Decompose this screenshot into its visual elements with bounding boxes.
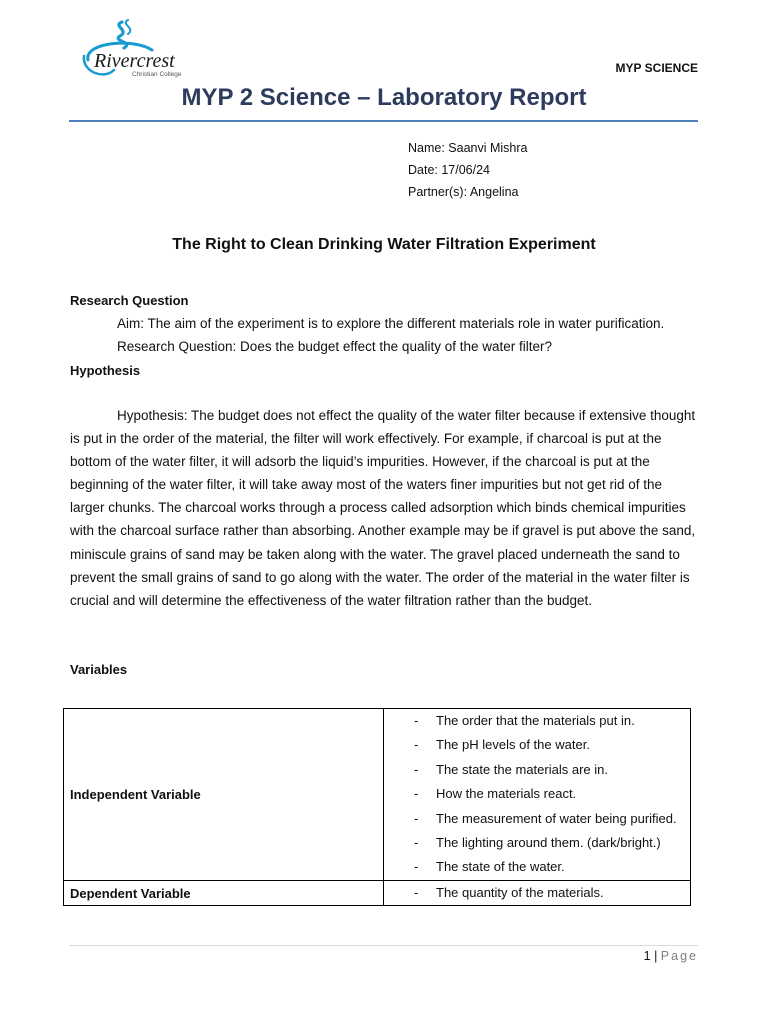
student-name: Name: Saanvi Mishra xyxy=(408,141,528,155)
variables-table xyxy=(63,708,691,906)
list-item-text: The quantity of the materials. xyxy=(436,884,604,900)
research-question-heading: Research Question xyxy=(70,293,189,308)
list-item-text: The order that the materials put in. xyxy=(436,713,635,728)
list-item-text: The lighting around them. (dark/bright.) xyxy=(436,835,661,851)
list-dash: - xyxy=(414,859,419,875)
variable-list-item xyxy=(384,733,684,757)
list-dash: - xyxy=(414,761,419,777)
dependent-variable-row xyxy=(64,880,691,905)
independent-variable-list xyxy=(384,709,690,880)
independent-variable-row xyxy=(64,709,691,881)
svg-text:Christian College: Christian College xyxy=(132,71,182,78)
report-date: Date: 17/06/24 xyxy=(408,163,491,177)
list-dash: - xyxy=(414,713,419,728)
variable-list-item xyxy=(384,709,684,733)
list-item-text: How the materials react. xyxy=(436,786,577,802)
header-subject-label: MYP SCIENCE xyxy=(615,61,698,75)
svg-text:Rivercrest: Rivercrest xyxy=(94,50,175,72)
list-dash: - xyxy=(414,786,419,802)
variable-list-item xyxy=(384,881,684,905)
dependent-variable-cell xyxy=(384,880,691,905)
hypothesis-heading: Hypothesis xyxy=(70,363,141,378)
page-footer xyxy=(644,949,698,963)
hypothesis-text: Hypothesis: The budget does not effect the quality of the water filter because if extensive thought is put in the order of the material, the filter will work effectively. For example, if charcoal is put at the bottom of the water filter, it will adsorb the liquid’s impurities. However, if the charcoal is put at the beginning of the water filter, it will take away most of the waters finer impurities but not get rid of the larger chunks. The charcoal works through a process called adsorption which binds chemical impurities with the charcoal surface rather than absorbing. Another example may be if gravel is put above the sand, miniscule grains of sand may be taken along with the water. The gravel placed underneath the sand to prevent the small grains of sand to go along with the water. The order of the material in the water filter is crucial and will determine the effectiveness of the water filtration rather than the budget. xyxy=(70,408,696,608)
variable-list-item xyxy=(384,855,684,879)
list-dash: - xyxy=(414,810,419,826)
variable-list-item xyxy=(384,831,684,855)
college-logo xyxy=(74,16,194,80)
footer-separator: | xyxy=(654,949,658,963)
research-question-text: Research Question: Does the budget effect the quality of the water filter? xyxy=(117,339,553,354)
dependent-variable-label: Dependent Variable xyxy=(64,880,384,905)
page-label: Page xyxy=(660,949,698,963)
student-meta xyxy=(408,137,528,203)
independent-variable-cell xyxy=(384,709,691,881)
aim-text: Aim: The aim of the experiment is to explore the different materials role in water purification. xyxy=(117,316,665,331)
list-item-text: The measurement of water being purified. xyxy=(436,810,677,826)
list-dash: - xyxy=(414,884,419,900)
variable-list-item xyxy=(384,782,684,806)
list-item-text: The state of the water. xyxy=(436,859,565,875)
variables-heading: Variables xyxy=(70,662,128,677)
variable-list-item xyxy=(384,807,684,831)
list-item-text: The pH levels of the water. xyxy=(436,737,590,753)
river-swirl-icon xyxy=(74,16,194,80)
footer-divider xyxy=(69,945,698,946)
dependent-variable-list xyxy=(384,881,690,905)
list-dash: - xyxy=(414,835,419,851)
page-number: 1 xyxy=(643,949,651,963)
variable-list-item xyxy=(384,758,684,782)
independent-variable-label: Independent Variable xyxy=(64,709,384,881)
list-item-text: The state the materials are in. xyxy=(436,761,608,777)
experiment-title: The Right to Clean Drinking Water Filtration Experiment xyxy=(172,236,596,253)
list-dash: - xyxy=(414,737,419,753)
page-title: MYP 2 Science – Laboratory Report xyxy=(181,84,587,111)
report-partners: Partner(s): Angelina xyxy=(408,185,519,199)
title-divider xyxy=(69,120,698,122)
